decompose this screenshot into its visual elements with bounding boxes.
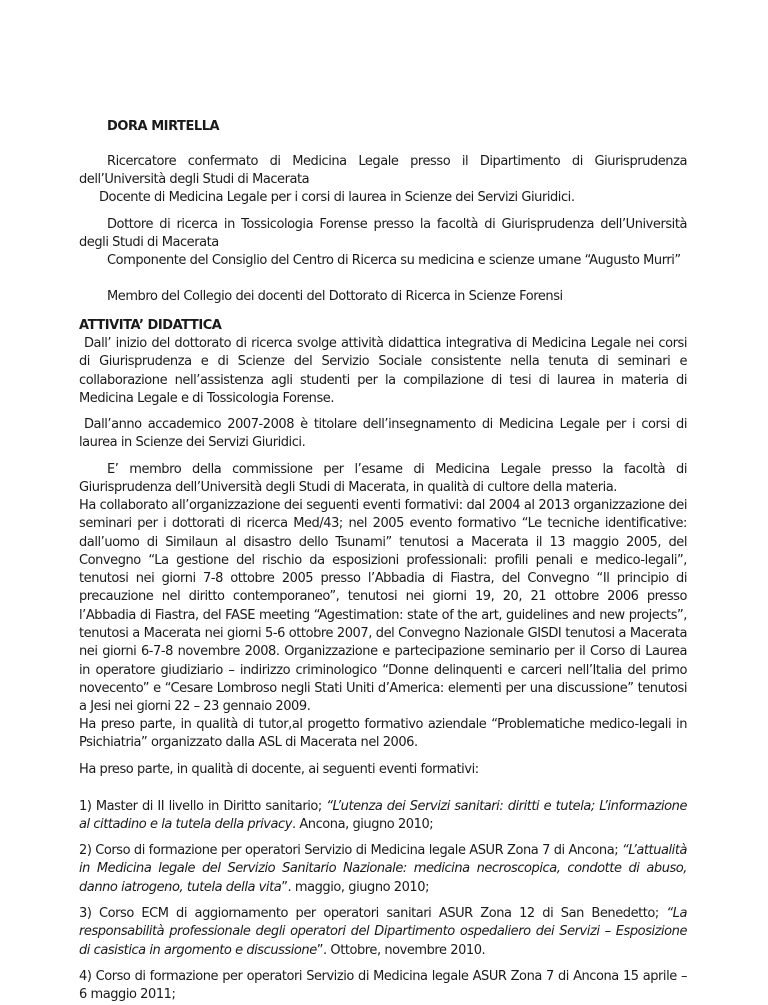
author-name: DORA MIRTELLA <box>107 119 220 134</box>
event-3-suffix: ”. Ottobre, novembre 2010. <box>316 942 486 958</box>
event-1-title: “L’utenza dei Servizi sanitari: diritti e tutela; L’informazione al cittadino e la tutela della privacy <box>79 799 687 833</box>
event-item-4 <box>79 968 687 1005</box>
paragraph-tutor: Ha preso parte, in qualità di tutor,al progetto formativo aziendale “Problematiche medico-legali in Psichiatria” organizzato dalla ASL di Macerata nel 2006. <box>79 717 687 751</box>
intro-line-college: Membro del Collegio dei docenti del Dottorato di Ricerca in Scienze Forensi <box>107 289 563 304</box>
paragraph-course-holder: Dall’anno accademico 2007-2008 è titolare dell’insegnamento di Medicina Legale per i corsi di laurea in Scienze dei Servizi Giuridici. <box>79 417 687 451</box>
section-heading-teaching: ATTIVITA’ DIDATTICA <box>79 318 222 333</box>
event-1-prefix: 1) Master di II livello in Diritto sanitario; <box>79 799 327 814</box>
event-item-1 <box>79 798 687 835</box>
paragraph-events-organized: Ha collaborato all’organizzazione dei seguenti eventi formativi: dal 2004 al 2013 organizzazione dei seminari per i dottorati di ricerca Med/43; nel 2005 evento formativo “Le tecniche identificative: dall’uomo di Similaun al disastro dello Tsunami” tenutosi a Macerata il 13 maggio 2005, del Convegno “La gestione del rischio da esposizioni professionali: profili penali e medico-legali”, tenutosi nei giorni 7-8 ottobre 2005 presso l’Abbadia di Fiastra, del Convegno “Il principio di precauzione nel diritto contemporaneo”, tenutosi nei giorni 19, 20, 21 ottobre 2006 presso l’Abbadia di Fiastra, del FASE meeting “Agestimation: state of the art, guidelines and new projects”, tenutosi a Macerata nei giorni 5-6 ottobre 2007, del Convegno Nazionale GISDI tenutosi a Macerata nei giorni 6-7-8 novembre 2008. Organizzazione e partecipazione seminario per il Corso di Laurea in operatore giudiziario – indirizzo criminologico “Donne delinquenti e carceri nell’Italia del primo novecento” e “Cesare Lombroso negli Stati Uniti d’America: elementi per una discussione” tenutosi a Jesi nei giorni 22 – 23 gennaio 2009. <box>79 498 687 715</box>
intro-line-phd: Dottore di ricerca in Tossicologia Forense presso la facoltà di Giurisprudenza dell’Università degli Studi di Macerata <box>79 217 687 251</box>
event-1-suffix: . Ancona, giugno 2010; <box>291 817 434 833</box>
event-item-2 <box>79 842 687 897</box>
paragraph-exam-commission: E’ membro della commissione per l’esame di Medicina Legale presso la facoltà di Giurisprudenza dell’Università degli Studi di Macerata, in qualità di cultore della materia. <box>79 462 687 496</box>
event-2-prefix: 2) Corso di formazione per operatori Servizio di Medicina legale ASUR Zona 7 di Ancona; <box>79 843 622 858</box>
event-3-prefix: 3) Corso ECM di aggiornamento per operatori sanitari ASUR Zona 12 di San Benedetto; <box>79 906 667 921</box>
paragraph-doctorate-teaching: Dall’ inizio del dottorato di ricerca svolge attività didattica integrativa di Medicina Legale nei corsi di Giurisprudenza e di Scienze del Servizio Sociale consistente nella tenuta di seminari e collaborazione nell’assistenza agli studenti per la compilazione di tesi di laurea in materia di Medicina Legale e di Tossicologia Forense. <box>79 336 687 406</box>
event-4-prefix: 4) Corso di formazione per operatori Servizio di Medicina legale ASUR Zona 7 di Ancona 15 aprile – 6 maggio 2011; <box>79 969 687 1003</box>
paragraph-teacher-intro: Ha preso parte, in qualità di docente, ai seguenti eventi formativi: <box>79 762 479 777</box>
event-3-title: “La responsabilità professionale degli operatori del Dipartimento ospedaliero dei Servizi – Esposizione di casistica in argomento e discussione <box>79 906 687 958</box>
intro-line-lecturer: Docente di Medicina Legale per i corsi di laurea in Scienze dei Servizi Giuridici. <box>99 190 575 205</box>
event-2-title: “L’attualità in Medicina legale del Servizio Sanitario Nazionale: medicina necroscopica, condotte di abuso, danno iatrogeno, tutela della vita <box>79 843 687 895</box>
intro-line-council: Componente del Consiglio del Centro di Ricerca su medicina e scienze umane “Augusto Murri” <box>107 253 681 268</box>
event-2-suffix: ”. maggio, giugno 2010; <box>281 879 430 895</box>
event-item-3 <box>79 905 687 960</box>
intro-line-researcher: Ricercatore confermato di Medicina Legale presso il Dipartimento di Giurisprudenza dell’Università degli Studi di Macerata <box>79 154 687 188</box>
